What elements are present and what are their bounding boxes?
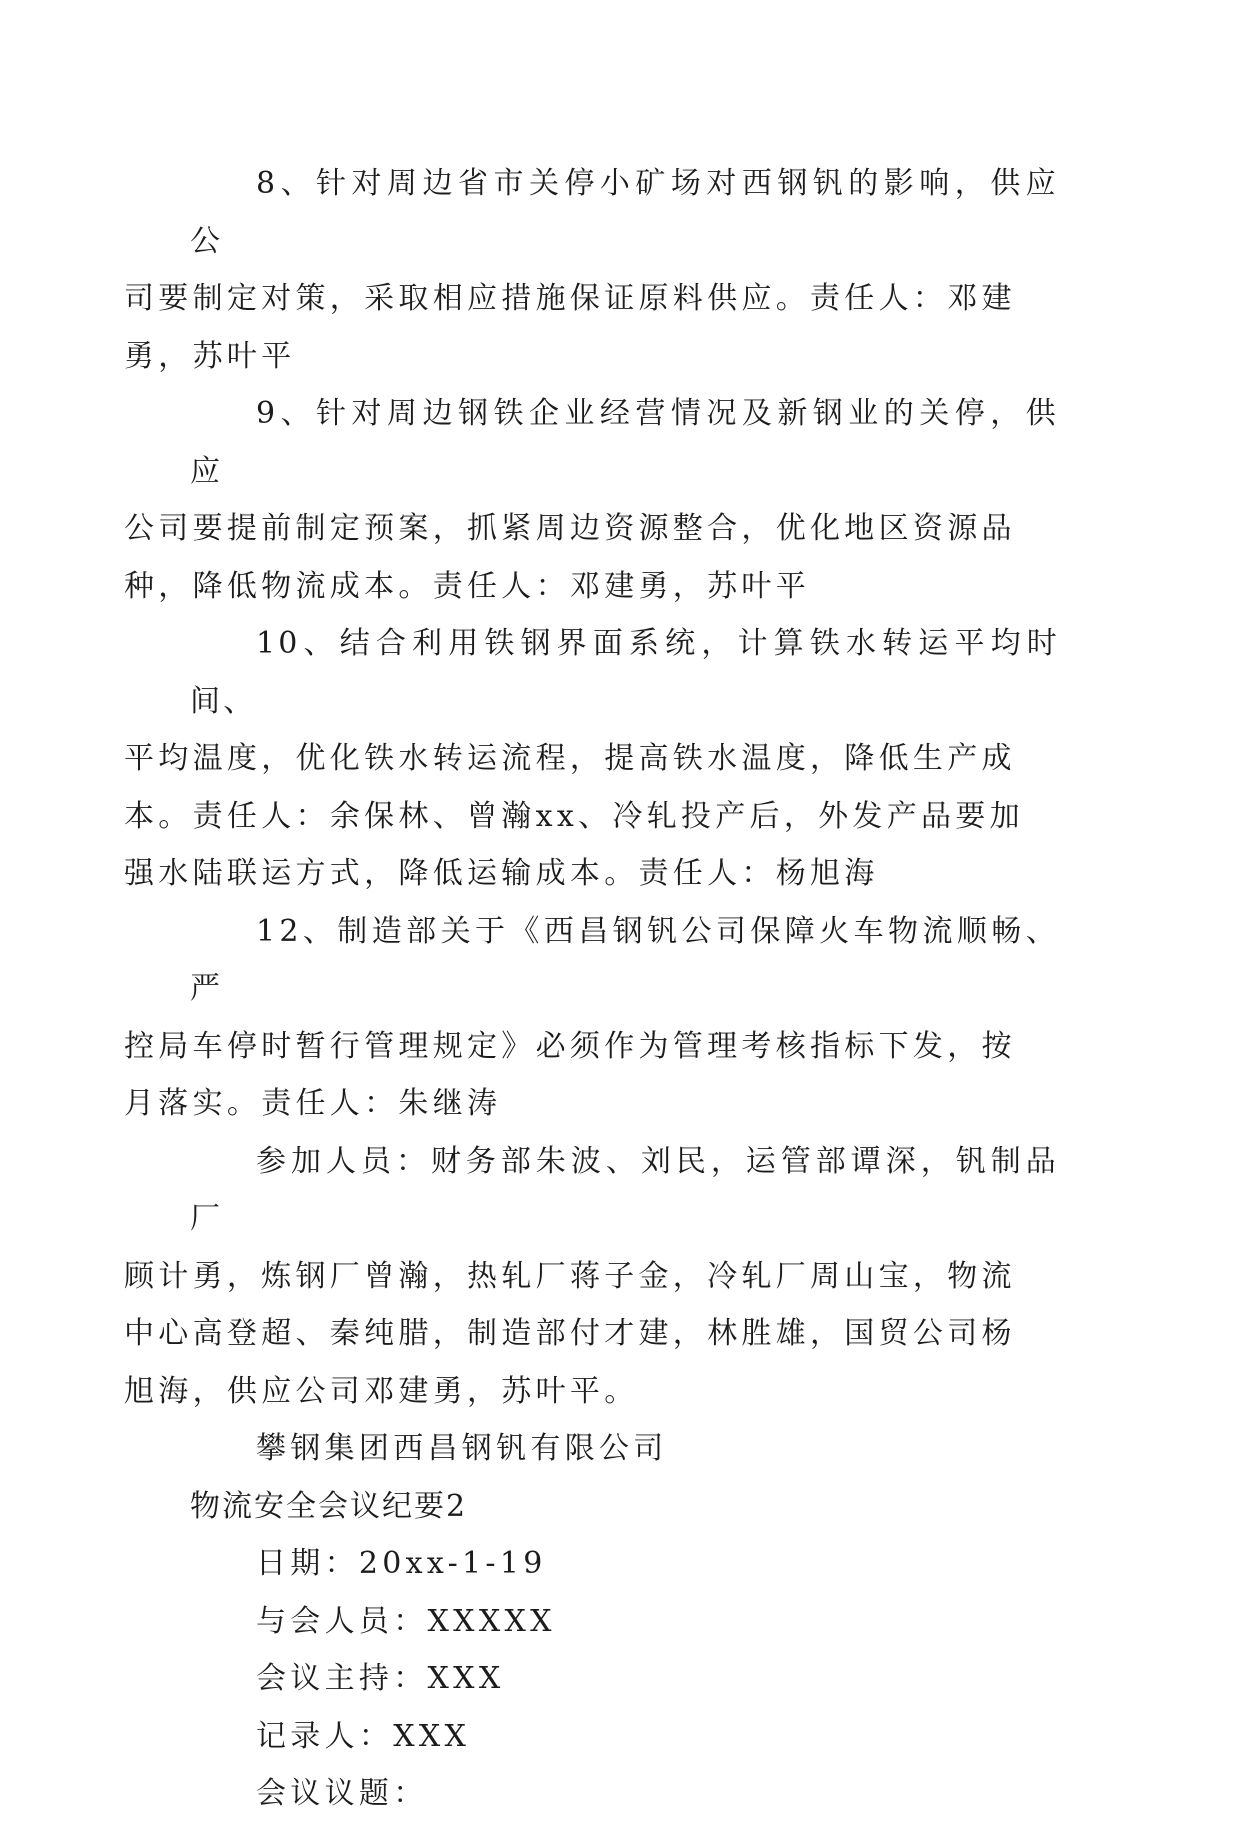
- text-line: 12、制造部关于《西昌钢钒公司保障火车物流顺畅、严: [190, 913, 1060, 1006]
- text-line: 月落实。责任人：朱继涛: [124, 1086, 502, 1121]
- text-line: 公司要提前制定预案，抓紧周边资源整合，优化地区资源品: [124, 511, 1016, 546]
- text-line: 8、针对周边省市关停小矿场对西钢钒的影响，供应公: [190, 166, 1060, 259]
- text-line: 勇，苏叶平: [124, 338, 296, 374]
- section-title: 物流安全会议纪要2: [190, 1488, 468, 1524]
- text-line: 旭海，供应公司邓建勇，苏叶平。: [124, 1373, 639, 1409]
- company-name: 攀钢集团西昌钢钒有限公司: [256, 1431, 668, 1466]
- text-line: 本。责任人：余保林、曾瀚xx、冷轧投产后，外发产品要加: [124, 798, 1024, 834]
- text-line: 中心高登超、秦纯腊，制造部付才建，林胜雄，国贸公司杨: [124, 1316, 1016, 1351]
- meeting-topics: 会议议题：: [256, 1776, 428, 1811]
- document-body: [124, 155, 1060, 1823]
- text-line: 9、针对周边钢铁企业经营情况及新钢业的关停，供应: [190, 396, 1060, 489]
- paragraph-item-8: [124, 155, 1060, 385]
- paragraph-item-10: [124, 615, 1060, 903]
- text-line: 10、结合利用铁钢界面系统，计算铁水转运平均时间、: [190, 626, 1060, 719]
- text-line: 参加人员：财务部朱波、刘民，运管部谭深，钒制品厂: [190, 1143, 1060, 1236]
- meeting-recorder: 记录人：XXX: [256, 1718, 471, 1754]
- text-line: 强水陆联运方式，降低运输成本。责任人：杨旭海: [124, 856, 879, 891]
- paragraph-item-12: [124, 903, 1060, 1133]
- text-line: 种，降低物流成本。责任人：邓建勇，苏叶平: [124, 568, 810, 604]
- paragraph-item-9: [124, 385, 1060, 615]
- paragraph-participants: [124, 1133, 1060, 1421]
- text-line: 顾计勇，炼钢厂曾瀚，热轧厂蒋子金，冷轧厂周山宝，物流: [124, 1258, 1016, 1294]
- text-line: 司要制定对策，采取相应措施保证原料供应。责任人：邓建: [124, 281, 1016, 316]
- text-line: 平均温度，优化铁水转运流程，提高铁水温度，降低生产成: [124, 741, 1016, 776]
- meeting-host: 会议主持：XXX: [256, 1661, 505, 1696]
- meeting-date: 日期：20xx-1-19: [256, 1546, 547, 1581]
- meeting-attendees: 与会人员：XXXXX: [256, 1603, 556, 1639]
- text-line: 控局车停时暂行管理规定》必须作为管理考核指标下发，按: [124, 1028, 1016, 1064]
